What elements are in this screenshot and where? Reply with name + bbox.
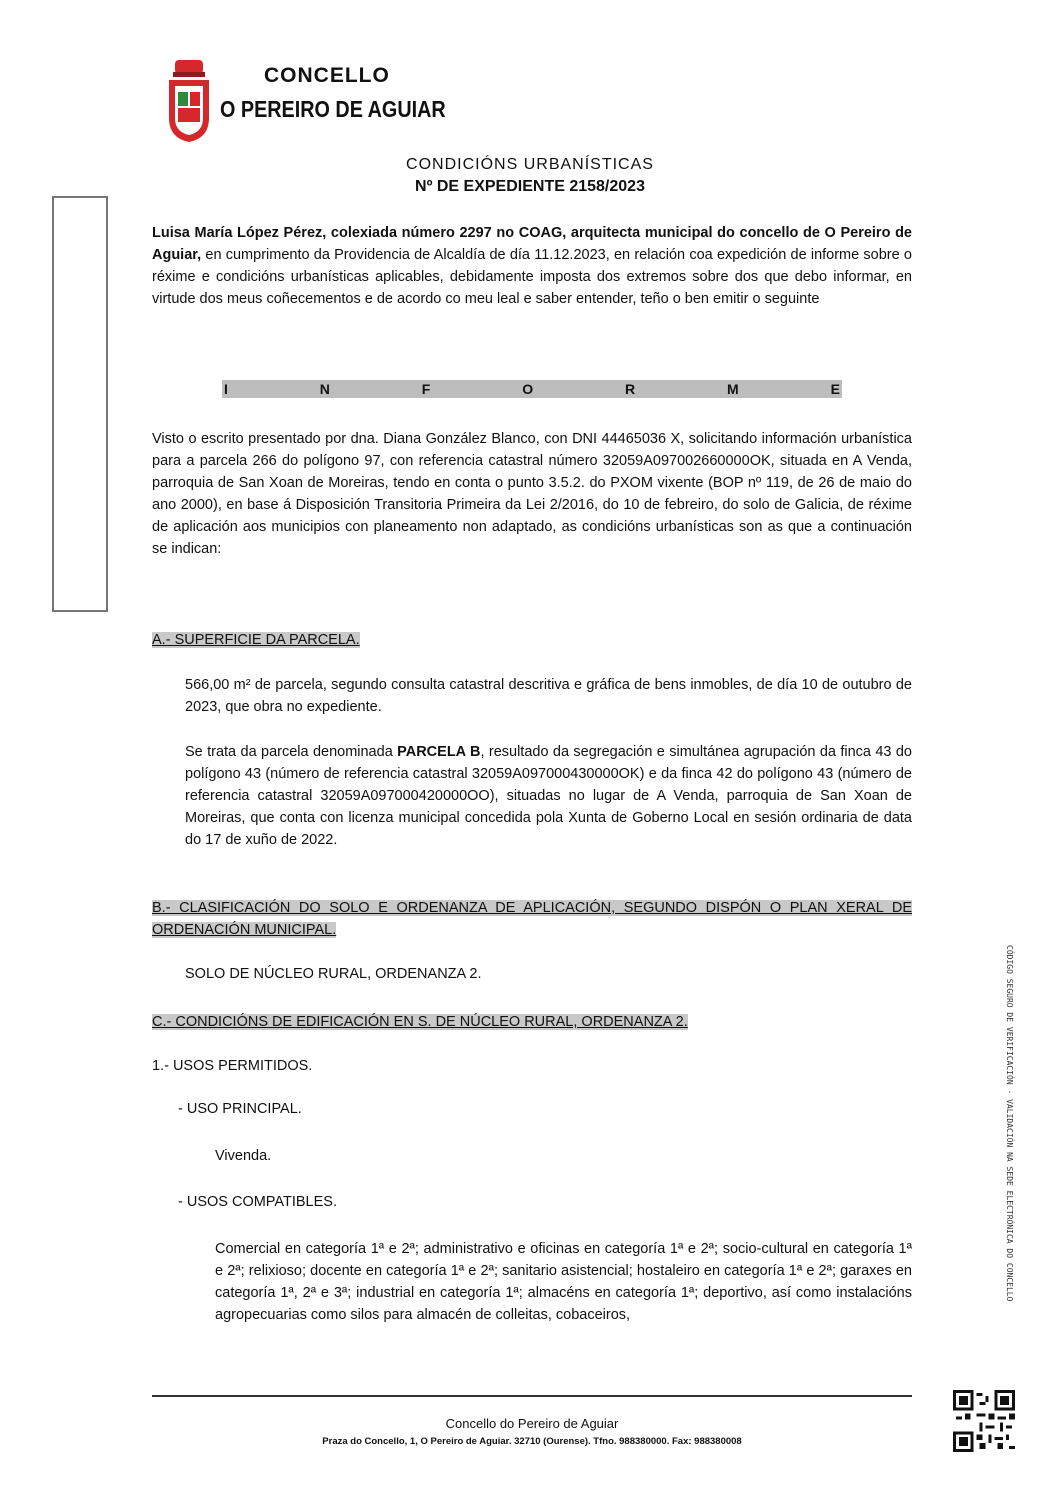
expediente-number: Nº DE EXPEDIENTE 2158/2023 bbox=[415, 178, 645, 195]
org-name-line1: CONCELLO bbox=[264, 64, 390, 87]
footer-address: Praza do Concello, 1, O Pereiro de Aguiar. 32710 (Ourense). Tfno. 988380000. Fax: 988380008 bbox=[322, 1436, 742, 1447]
section-a-paragraph-2: Se trata da parcela denominada PARCELA B, resultado da segregación e simultánea agrupación da finca 43 do polígono 43 (número de referencia catastral 32059A097000430000OK) e da finca 42 do polígono 43 (número de referencia catastral 32059A097000420000OO), situadas no lugar de A Venda, parroquia de San Xoan de Moreiras, que conta con licenza municipal concedida pola Xunta de Goberno Local en sesión ordinaria de data do 17 de xuño de 2022. bbox=[185, 744, 912, 848]
document-title: CONDICIÓNS URBANÍSTICAS bbox=[406, 156, 654, 173]
section-b-text: SOLO DE NÚCLEO RURAL, ORDENANZA 2. bbox=[185, 966, 482, 982]
footer-divider bbox=[152, 1395, 912, 1397]
coat-of-arms-logo bbox=[165, 58, 213, 144]
informe-banner bbox=[222, 380, 842, 398]
intro-paragraph bbox=[152, 222, 912, 310]
section-c-heading: C.- CONDICIÓNS DE EDIFICACIÓN EN S. DE NÚCLEO RURAL, ORDENANZA 2. bbox=[152, 1014, 688, 1030]
informe-letter: F bbox=[421, 381, 431, 397]
informe-letter: E bbox=[830, 381, 840, 397]
parcela-name: PARCELA B bbox=[397, 744, 481, 760]
section-a-heading: A.- SUPERFICIE DA PARCELA. bbox=[152, 632, 360, 648]
informe-letter: M bbox=[727, 381, 739, 397]
verification-stamp bbox=[1002, 945, 1014, 1375]
org-name-line2: O PEREIRO DE AGUIAR bbox=[220, 96, 446, 122]
section-b-heading: B.- CLASIFICACIÓN DO SOLO E ORDENANZA DE APLICACIÓN, SEGUNDO DISPÓN O PLAN XERAL DE ORDENACIÓN MUNICIPAL. bbox=[152, 900, 912, 938]
intro-lead: Luisa María López Pérez, colexiada número 2297 no COAG, arquitecta municipal do concello de O Pereiro de Aguiar, bbox=[152, 225, 912, 263]
informe-letter: N bbox=[319, 381, 330, 397]
section-a-title: SUPERFICIE DA PARCELA. bbox=[174, 632, 360, 648]
uso-principal-label: - USO PRINCIPAL. bbox=[178, 1101, 302, 1117]
vivenda-text: Vivenda. bbox=[215, 1148, 272, 1164]
section-a-paragraph-1: 566,00 m² de parcela, segundo consulta catastral descritiva e gráfica de bens inmobles, de día 10 de outubro de 2023, que obra no expediente. bbox=[185, 677, 912, 715]
intro-rest: en cumprimento da Providencia de Alcaldía de día 11.12.2023, en relación coa expedición de informe sobre o réxime e condicións urbanísticas aplicables, debidamente imposta dos extremos sobre dos que debo informar, en virtude dos meus coñecementos e de acordo co meu leal e saber entender, teño o ben emitir o seguinte bbox=[152, 247, 912, 307]
informe-letter: O bbox=[522, 381, 534, 397]
visto-paragraph: Visto o escrito presentado por dna. Diana González Blanco, con DNI 44465036 X, solicitando información urbanística para a parcela 266 do polígono 97, con referencia catastral número 32059A097002660000OK, situada en A Venda, parroquia de San Xoan de Moreiras, tendo en conta o punto 3.5.2. do PXOM vixente (BOP nº 119, de 26 de maio do ano 2000), en base á Disposición Transitoria Primeira da Lei 2/2016, do 10 de febreiro, do solo de Galicia, de réxime de aplicación aos municipios con planeamento non adaptado, as condicións urbanísticas son as que a continuación se indican: bbox=[152, 431, 912, 557]
usos-compatibles-label: - USOS COMPATIBLES. bbox=[178, 1194, 337, 1210]
qr-code bbox=[953, 1390, 1015, 1452]
usos-compatibles-text: Comercial en categoría 1ª e 2ª; administrativo e oficinas en categoría 1ª e 2ª; socio-cultural en categoría 1ª e 2ª; relixioso; docente en categoría 1ª e 2ª; sanitario asistencial; hostaleiro en categoría 1ª e 2ª; garaxes en categoría 1ª, 2ª e 3ª; industrial en categoría 1ª; almacéns en categoría 1ª; deportivo, así como instalacións agropecuarias como silos para almacén de colleitas, cobaceiros, bbox=[215, 1241, 912, 1323]
informe-letter: R bbox=[625, 381, 636, 397]
footer-org: Concello do Pereiro de Aguiar bbox=[445, 1416, 619, 1431]
margin-box bbox=[52, 196, 108, 612]
informe-letter: I bbox=[224, 381, 228, 397]
verification-stamp-text: CÓDIGO SEGURO DE VERIFICACIÓN · VALIDACIÓN NA SEDE ELECTRÓNICA DO CONCELLO bbox=[1005, 945, 1014, 1302]
usos-permitidos-label: 1.- USOS PERMITIDOS. bbox=[152, 1058, 313, 1074]
